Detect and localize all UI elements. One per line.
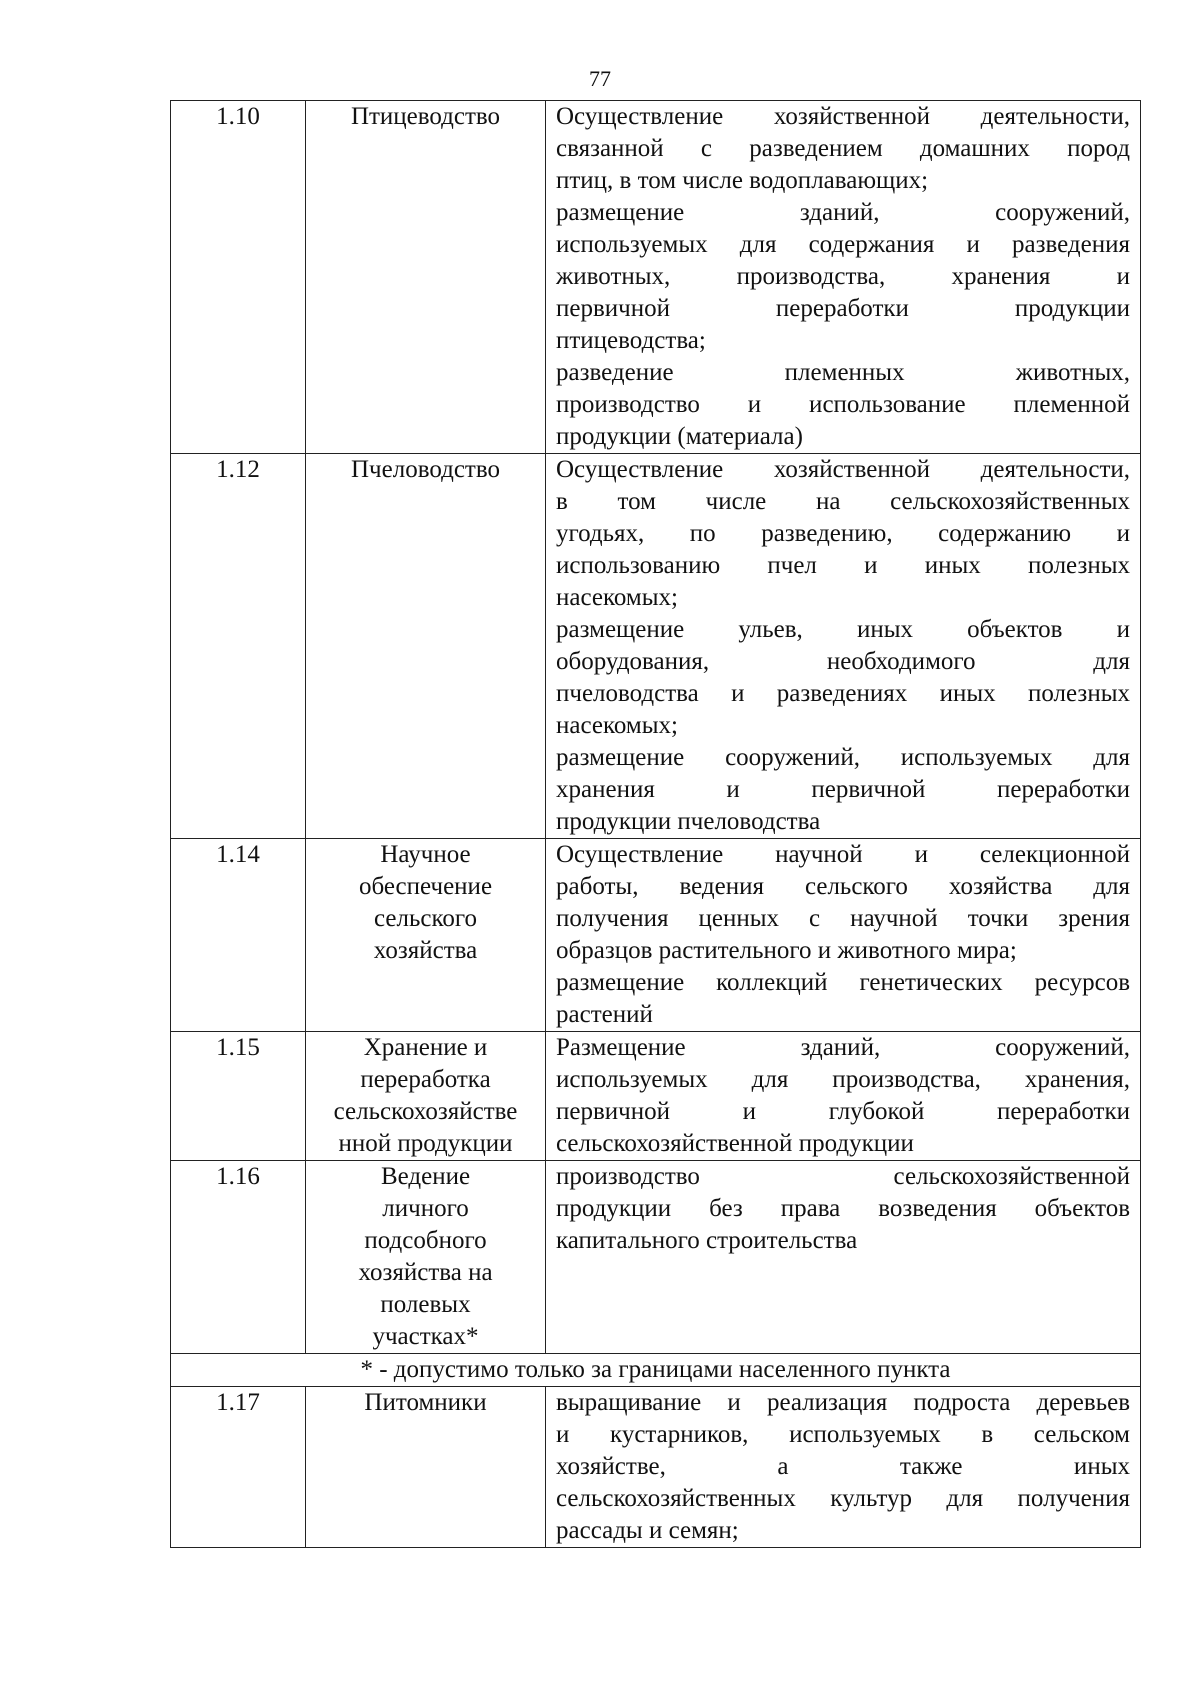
desc-line: размещение коллекций генетических ресурсов: [556, 969, 1130, 996]
row-name-line: Птицеводство: [350, 103, 501, 130]
row-code: 1.14: [171, 839, 306, 1032]
desc-line: птиц, в том числе водоплавающих;: [556, 167, 929, 194]
row-name: [306, 1161, 546, 1354]
desc-line: капитального строительства: [556, 1227, 858, 1254]
table-row: [171, 1032, 1141, 1161]
row-name: [306, 1387, 546, 1548]
row-name-line: переработка: [360, 1066, 491, 1093]
desc-line: продукции без права возведения объектов: [556, 1195, 1130, 1222]
row-name-line: обеспечение: [358, 873, 493, 900]
desc-line: продукции (материала): [556, 423, 803, 450]
desc-line: работы, ведения сельского хозяйства для: [556, 873, 1130, 900]
table-row: [171, 454, 1141, 839]
row-name-line: личного: [382, 1195, 469, 1222]
table-row: [171, 101, 1141, 454]
desc-line: птицеводства;: [556, 327, 706, 354]
footnote-row: [171, 1354, 1141, 1387]
desc-line: насекомых;: [556, 712, 678, 739]
desc-line: Осуществление хозяйственной деятельности,: [556, 456, 1130, 483]
row-name-line: подсобного: [364, 1227, 487, 1254]
desc-line: животных, производства, хранения и: [556, 263, 1130, 290]
row-code: 1.17: [171, 1387, 306, 1548]
row-name: [306, 1032, 546, 1161]
row-name: [306, 839, 546, 1032]
row-name-line: Питомники: [364, 1389, 487, 1416]
desc-line: пчеловодства и разведениях иных полезных: [556, 680, 1130, 707]
desc-line: получения ценных с научной точки зрения: [556, 905, 1130, 932]
row-name-line: Пчеловодство: [351, 456, 500, 483]
desc-line: насекомых;: [556, 584, 678, 611]
desc-line: сельскохозяйственных культур для получения: [556, 1485, 1130, 1512]
desc-line: рассады и семян;: [556, 1517, 739, 1544]
row-description: [546, 839, 1141, 1032]
footnote: * - допустимо только за границами населенного пункта: [171, 1354, 1141, 1387]
desc-line: образцов растительного и животного мира;: [556, 937, 1017, 964]
desc-line: оборудования, необходимого для: [556, 648, 1130, 675]
row-name-line: хозяйства: [373, 937, 478, 964]
desc-line: Осуществление хозяйственной деятельности,: [556, 103, 1130, 130]
row-name-line: сельскохозяйстве: [333, 1098, 518, 1125]
row-name-line: нной продукции: [338, 1130, 513, 1157]
row-code: 1.15: [171, 1032, 306, 1161]
row-code: 1.12: [171, 454, 306, 839]
desc-line: сельскохозяйственной продукции: [556, 1130, 914, 1157]
desc-line: в том числе на сельскохозяйственных: [556, 488, 1130, 515]
desc-line: разведение племенных животных,: [556, 359, 1130, 386]
row-name-line: Научное: [380, 841, 471, 868]
desc-line: продукции пчеловодства: [556, 808, 821, 835]
row-name-line: хозяйства на: [358, 1259, 493, 1286]
row-code: 1.10: [171, 101, 306, 454]
desc-line: используемых для содержания и разведения: [556, 231, 1130, 258]
desc-line: хранения и первичной переработки: [556, 776, 1130, 803]
desc-line: Размещение зданий, сооружений,: [556, 1034, 1130, 1061]
row-name: [306, 101, 546, 454]
desc-line: размещение ульев, иных объектов и: [556, 616, 1130, 643]
row-code: 1.16: [171, 1161, 306, 1354]
row-name-line: участках*: [372, 1323, 479, 1350]
desc-line: угодьях, по разведению, содержанию и: [556, 520, 1130, 547]
desc-line: первичной и глубокой переработки: [556, 1098, 1130, 1125]
page-number: 77: [589, 66, 611, 91]
desc-line: размещение зданий, сооружений,: [556, 199, 1130, 226]
desc-line: производство и использование племенной: [556, 391, 1130, 418]
row-name-line: полевых: [380, 1291, 471, 1318]
row-name-line: сельского: [374, 905, 477, 932]
row-name-line: Ведение: [380, 1163, 471, 1190]
row-description: [546, 101, 1141, 454]
desc-line: Осуществление научной и селекционной: [556, 841, 1130, 868]
table-row: [171, 839, 1141, 1032]
row-name-line: Хранение и: [363, 1034, 488, 1061]
land-use-table: [170, 100, 1141, 1548]
desc-line: размещение сооружений, используемых для: [556, 744, 1130, 771]
row-description: [546, 1032, 1141, 1161]
table-row: [171, 1161, 1141, 1354]
row-name: [306, 454, 546, 839]
row-description: [546, 1387, 1141, 1548]
row-description: [546, 454, 1141, 839]
desc-line: растений: [556, 1001, 653, 1028]
desc-line: первичной переработки продукции: [556, 295, 1130, 322]
row-description: [546, 1161, 1141, 1354]
desc-line: выращивание и реализация подроста деревьев: [556, 1389, 1130, 1416]
desc-line: используемых для производства, хранения,: [556, 1066, 1130, 1093]
table-row: [171, 1387, 1141, 1548]
desc-line: хозяйстве, а также иных: [556, 1453, 1130, 1480]
desc-line: производство сельскохозяйственной: [556, 1163, 1130, 1190]
desc-line: связанной с разведением домашних пород: [556, 135, 1130, 162]
desc-line: и кустарников, используемых в сельском: [556, 1421, 1130, 1448]
desc-line: использованию пчел и иных полезных: [556, 552, 1130, 579]
